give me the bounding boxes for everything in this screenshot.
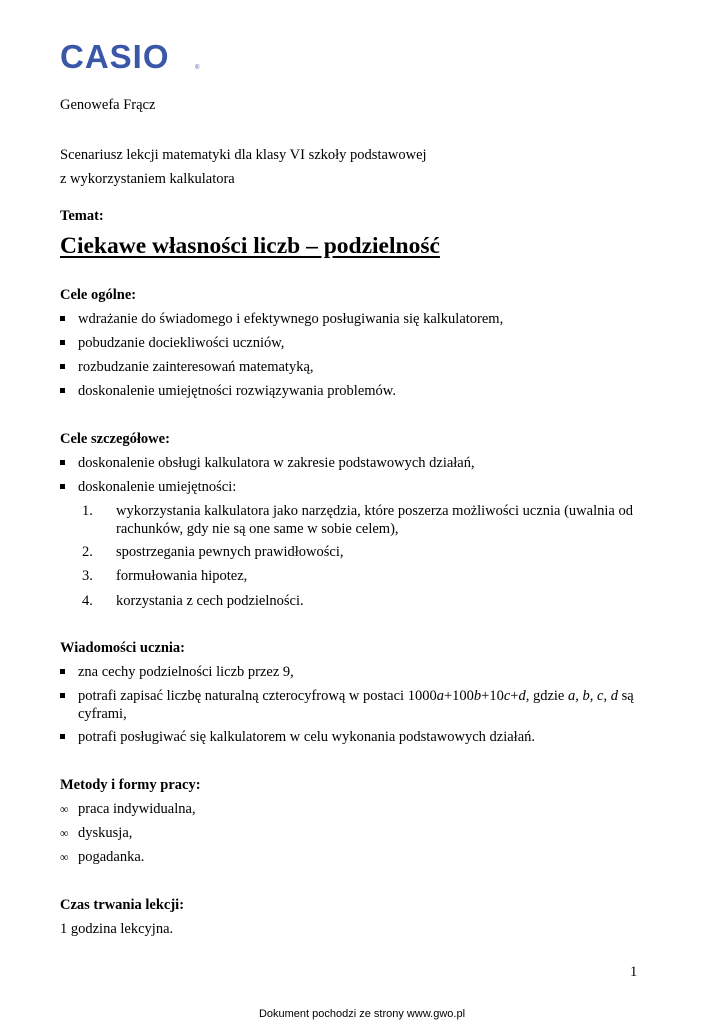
bullet-icon	[60, 364, 65, 369]
footer-source: Dokument pochodzi ze strony www.gwo.pl	[258, 1008, 466, 1020]
page-number: 1	[630, 964, 638, 980]
wiadomosci-heading: Wiadomości ucznia:	[60, 640, 185, 656]
bullet-icon	[60, 484, 65, 489]
czas-heading: Czas trwania lekcji:	[60, 897, 185, 913]
svg-text:®: ®	[195, 65, 200, 71]
bullet-icon	[60, 693, 65, 698]
cele-ogolne-heading: Cele ogólne:	[60, 287, 137, 303]
page-title: Ciekawe własności liczb – podzielność	[60, 233, 440, 259]
infinity-bullet-icon: ∞	[60, 826, 69, 840]
bullet-icon	[60, 316, 65, 321]
bullet-icon	[60, 388, 65, 393]
infinity-bullet-icon: ∞	[60, 802, 69, 816]
author: Genowefa Frącz	[60, 97, 156, 113]
subtitle-line-1: Scenariusz lekcji matematyki dla klasy VI szkoły podstawowej	[60, 147, 427, 163]
bullet-icon	[60, 340, 65, 345]
subtitle-line-2: z wykorzystaniem kalkulatora	[60, 171, 235, 187]
casio-logo	[60, 40, 205, 74]
bullet-icon	[60, 734, 65, 739]
bullet-icon	[60, 669, 65, 674]
logo-text: CASIO	[60, 40, 170, 74]
temat-label: Temat:	[60, 208, 104, 224]
metody-heading: Metody i formy pracy:	[60, 777, 201, 793]
czas-value: 1 godzina lekcyjna.	[60, 921, 174, 937]
infinity-bullet-icon: ∞	[60, 850, 69, 864]
bullet-icon	[60, 460, 65, 465]
cele-szczegolowe-heading: Cele szczegółowe:	[60, 431, 170, 447]
